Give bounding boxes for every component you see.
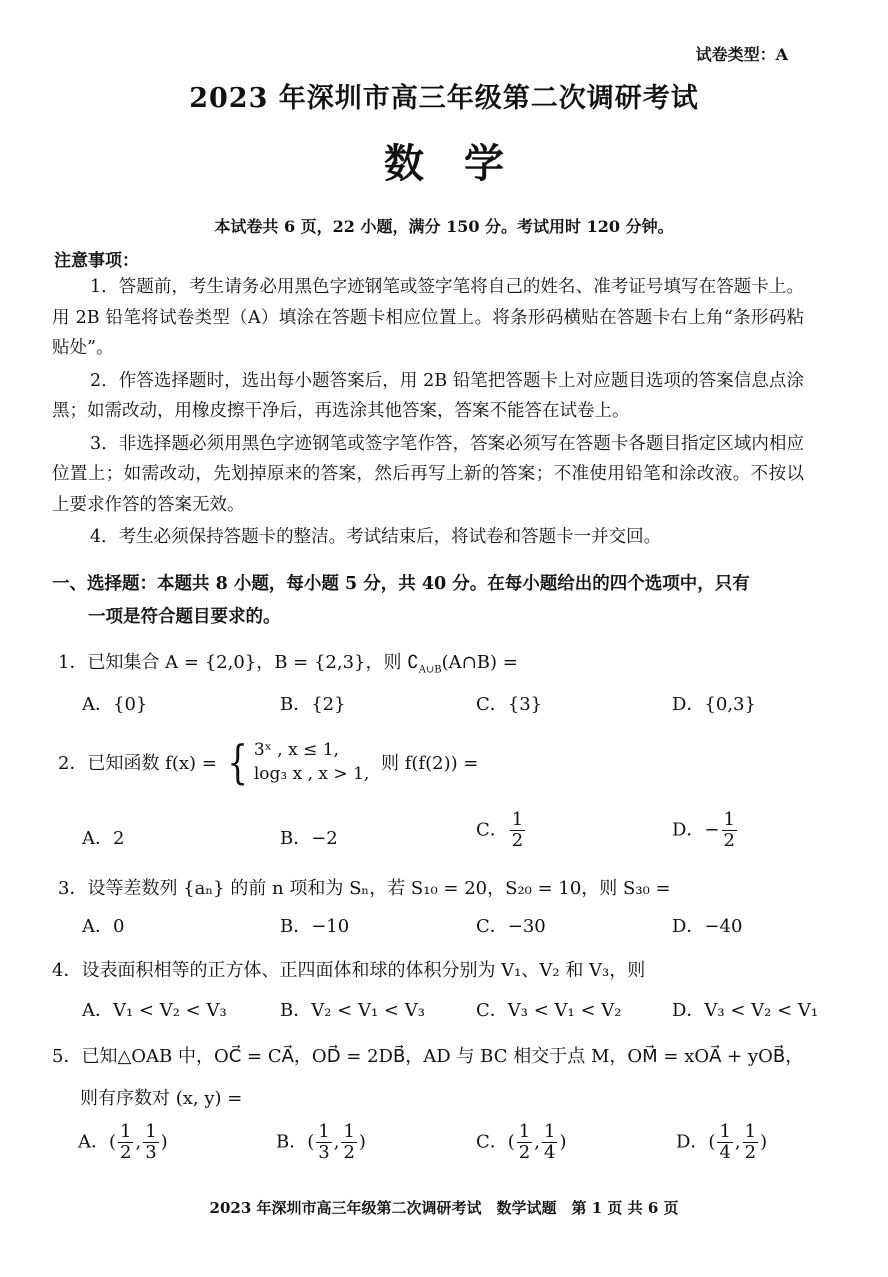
piecewise-case-1: 3ˣ , x ≤ 1, xyxy=(253,740,339,760)
fraction xyxy=(143,1122,158,1163)
question-5-option-c xyxy=(476,1122,566,1163)
notes-heading: 注意事项： xyxy=(54,251,139,271)
question-1-tail: (A∩B) = xyxy=(441,652,518,673)
comma: , xyxy=(135,1131,142,1153)
notes-list xyxy=(52,272,804,555)
comma: , xyxy=(333,1131,340,1153)
fraction xyxy=(743,1122,758,1163)
question-3-option-c: C．−30 xyxy=(476,916,546,937)
denominator: 3 xyxy=(318,1141,330,1163)
question-2-text: 2．已知函数 f(x) = xyxy=(58,753,217,774)
page-footer: 2023 年深圳市高三年级第二次调研考试 数学试题 第 1 页 共 6 页 xyxy=(209,1199,679,1217)
question-3-stem: 3．设等差数列 {aₙ} 的前 n 项和为 Sₙ，若 S₁₀ = 20，S₂₀ = 10，则 S₃₀ = xyxy=(58,878,671,899)
note-item: 2．作答选择题时，选出每小题答案后，用 2B 铅笔把答题卡上对应题目选项的答案信息点涂黑；如需改动，用橡皮擦干净后，再选涂其他答案，答案不能答在试卷上。 xyxy=(52,370,804,421)
question-2-tail: 则 f(f(2)) = xyxy=(381,753,479,774)
fraction xyxy=(517,1122,532,1163)
denominator: 2 xyxy=(744,1141,757,1163)
question-5-option-d xyxy=(676,1122,767,1163)
note-item: 4．考生必须保持答题卡的整洁。考试结束后，将试卷和答题卡一并交回。 xyxy=(90,527,662,547)
close-paren: ) xyxy=(160,1131,168,1153)
question-3-option-a: A．0 xyxy=(82,916,125,937)
question-2-option-c xyxy=(476,810,527,851)
denominator: 3 xyxy=(145,1141,157,1163)
option-label: B．( xyxy=(276,1131,315,1153)
denominator: 2 xyxy=(120,1141,132,1163)
question-2-option-a: A．2 xyxy=(82,828,125,849)
question-5-stem: 5．已知△OAB 中，OC⃗ = CA⃗，OD⃗ = 2DB⃗，AD 与 BC 相交于点 M，OM⃗ = xOA⃗ + yOB⃗， xyxy=(52,1046,804,1067)
numerator: 1 xyxy=(343,1121,355,1142)
question-3-option-b: B．−10 xyxy=(280,916,350,937)
question-3-option-d: D．−40 xyxy=(672,916,743,937)
question-4-option-c: C．V₃ < V₁ < V₂ xyxy=(476,1000,622,1021)
denominator: 2 xyxy=(343,1141,355,1163)
question-1-option-a: A．{0} xyxy=(82,694,148,715)
question-2-option-b: B．−2 xyxy=(280,828,338,849)
fraction xyxy=(717,1122,732,1163)
option-label: C． xyxy=(476,819,508,841)
question-1-option-b: B．{2} xyxy=(280,694,346,715)
question-4-option-d: D．V₃ < V₂ < V₁ xyxy=(672,1000,819,1021)
comma: , xyxy=(734,1131,741,1153)
denominator: 2 xyxy=(518,1141,531,1163)
comma: , xyxy=(534,1131,540,1153)
numerator: 1 xyxy=(518,1121,531,1142)
exam-title: 2023 年深圳市高三年级第二次调研考试 xyxy=(189,83,699,114)
complement-subscript: A∪B xyxy=(418,664,442,676)
fraction xyxy=(722,810,737,851)
denominator: 4 xyxy=(543,1141,556,1163)
note-item: 1．答题前，考生请务必用黑色字迹钢笔或签字笔将自己的姓名、准考证号填写在答题卡上。用 2B 铅笔将试卷类型（A）填涂在答题卡相应位置上。将条形码横贴在答题卡右上角“条形码粘贴处”。 xyxy=(52,277,804,358)
fraction xyxy=(542,1122,557,1163)
numerator: 1 xyxy=(719,1121,731,1142)
question-4-option-a: A．V₁ < V₂ < V₃ xyxy=(82,1000,227,1021)
denominator: 2 xyxy=(511,829,524,851)
section-heading-line2: 一项是符合题目要求的。 xyxy=(88,607,281,627)
numerator: 1 xyxy=(120,1121,132,1142)
question-1-option-c: C．{3} xyxy=(476,694,543,715)
subject-title: 数学 xyxy=(384,140,544,187)
close-paren: ) xyxy=(358,1131,366,1153)
numerator: 1 xyxy=(145,1121,157,1142)
numerator: 1 xyxy=(511,809,524,830)
section-heading-line1: 一、选择题：本题共 8 小题，每小题 5 分，共 40 分。在每小题给出的四个选项中，只有 xyxy=(52,574,750,594)
close-paren: ) xyxy=(760,1131,768,1153)
option-label: A．( xyxy=(78,1131,117,1153)
question-5-option-a xyxy=(78,1122,168,1163)
numerator: 1 xyxy=(744,1121,757,1142)
numerator: 1 xyxy=(543,1121,556,1142)
exam-type-label: 试卷类型：A xyxy=(695,45,788,64)
close-paren: ) xyxy=(559,1131,567,1153)
piecewise-function xyxy=(223,735,370,789)
question-2-stem xyxy=(58,735,479,789)
fraction xyxy=(118,1122,133,1163)
denominator: 4 xyxy=(719,1141,731,1163)
fraction xyxy=(341,1122,356,1163)
piecewise-case-2: log₃ x , x > 1, xyxy=(253,764,370,784)
fraction xyxy=(316,1122,331,1163)
fraction xyxy=(510,810,525,851)
exam-summary: 本试卷共 6 页，22 小题，满分 150 分。考试用时 120 分钟。 xyxy=(214,217,674,236)
section-heading xyxy=(52,568,812,634)
question-5-stem-line2: 则有序数对 (x, y) = xyxy=(80,1088,243,1109)
numerator: 1 xyxy=(723,809,735,830)
question-1-option-d: D．{0,3} xyxy=(672,694,756,715)
question-2-option-d xyxy=(672,810,739,851)
note-item: 3．非选择题必须用黑色字迹钢笔或签字笔作答，答案必须写在答题卡各题目指定区域内相应位置上；如需改动，先划掉原来的答案，然后再写上新的答案；不准使用铅笔和涂改液。不按以上要求作答的答案无效。 xyxy=(52,433,804,515)
question-1-text: 1．已知集合 A = {2,0}，B = {2,3}，则 ∁ xyxy=(58,652,419,673)
question-5-option-b xyxy=(276,1122,366,1163)
numerator: 1 xyxy=(318,1121,330,1142)
question-4-stem: 4．设表面积相等的正方体、正四面体和球的体积分别为 V₁、V₂ 和 V₃，则 xyxy=(52,960,646,981)
option-label: C．( xyxy=(476,1131,515,1153)
question-4-option-b: B．V₂ < V₁ < V₃ xyxy=(280,1000,425,1021)
option-label: D．( xyxy=(676,1131,716,1153)
option-label: D．− xyxy=(672,819,720,841)
denominator: 2 xyxy=(723,829,735,851)
left-brace-icon: { xyxy=(226,735,248,789)
question-1-stem xyxy=(58,648,518,676)
